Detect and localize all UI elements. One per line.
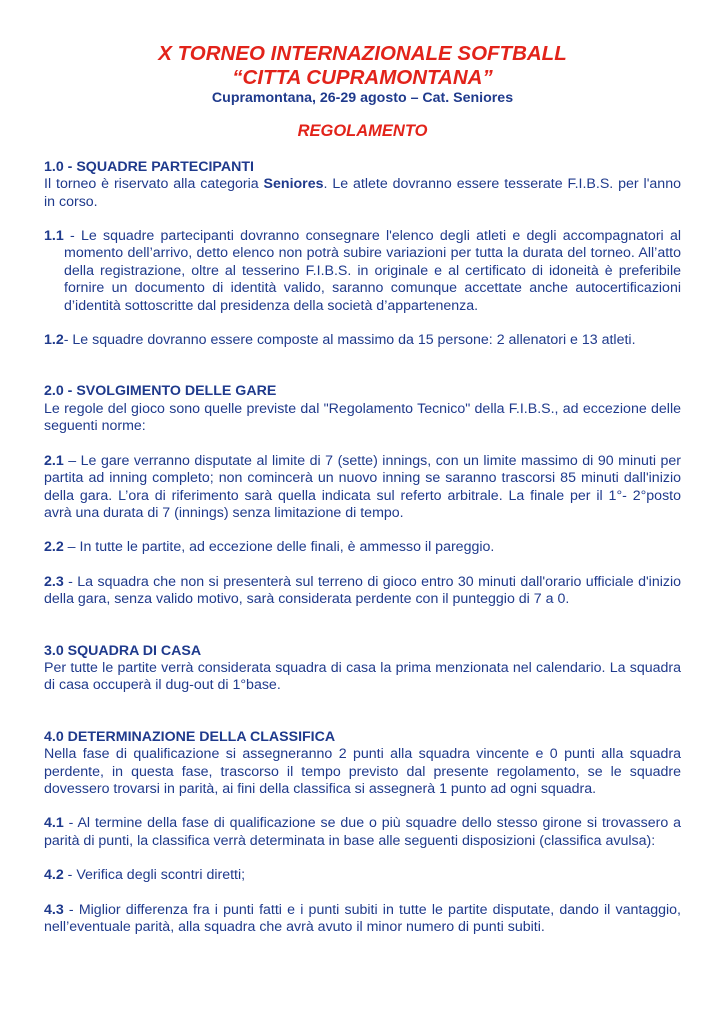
item-4-3 [44, 902, 681, 937]
section-4-intro: Nella fase di qualificazione si assegneranno 2 punti alla squadra vincente e 0 punti alla squadra perdente, in questa fase, trascorso il tempo previsto dal presente regolamento, se le squadre dovessero trovarsi in parità, ai fini della classifica si assegnerà 1 punto ad ogni squadra. [44, 746, 681, 797]
item-4-2 [44, 867, 681, 884]
section-2-intro: Le regole del gioco sono quelle previste dal "Regolamento Tecnico" della F.I.B.S., ad eccezione delle seguenti norme: [44, 400, 681, 435]
item-4-1-text: - Al termine della fase di qualificazione se due o più squadre dello stesso girone si trovassero a parità di punti, la classifica verrà determinata in base alle seguenti disposizioni (classifica avulsa): [44, 815, 681, 849]
section-1-heading: 1.0 - SQUADRE PARTECIPANTI [44, 158, 254, 175]
item-2-2 [44, 539, 681, 556]
section-3-text: Per tutte le partite verrà considerata squadra di casa la prima menzionata nel calendario. La squadra di casa occuperà il dug-out di 1°base. [44, 659, 681, 694]
section-1-intro-text-a: Il torneo è riservato alla categoria [44, 176, 264, 193]
item-2-3 [44, 574, 681, 609]
item-1-1 [44, 228, 681, 315]
item-1-2-text: - Le squadre dovranno essere composte al massimo da 15 persone: 2 allenatori e 13 atleti. [63, 332, 636, 349]
section-2 [44, 383, 681, 608]
section-3 [44, 643, 681, 695]
item-1-1-number: 1.1 [44, 228, 64, 245]
item-2-2-text: – In tutte le partite, ad eccezione delle finali, è ammesso il pareggio. [63, 539, 495, 556]
section-1-intro-text-b: . Le atlete dovranno essere tesserate F.I.B.S. per l'anno in corso. [44, 176, 681, 210]
item-1-2-number: 1.2 [44, 332, 64, 349]
document-subtitle: Cupramontana, 26-29 agosto – Cat. Seniores [211, 90, 514, 106]
section-3-heading: 3.0 SQUADRA DI CASA [44, 642, 202, 659]
item-1-2 [44, 332, 681, 349]
item-2-1-text: – Le gare verranno disputate al limite di 7 (sette) innings, con un limite massimo di 90 minuti per partita ad inning completo; non comincerà un nuovo inning se saranno trascorsi 85 minuti dall'inizio della gara. L’ora di riferimento sarà quella indicata sul referto arbitrale. La finale per il 1°- 2°posto avrà una durata di 7 (innings) senza limitazione di tempo. [44, 452, 681, 521]
title-line-2: “CITTA CUPRAMONTANA” [232, 66, 493, 89]
item-4-1 [44, 815, 681, 850]
item-4-3-text: - Miglior differenza fra i punti fatti e i punti subiti in tutte le partite disputate, dando il vantaggio, nell’eventuale parità, alla squadra che avrà avuto il minor numero di punti subiti. [44, 901, 681, 935]
item-2-3-text: - La squadra che non si presenterà sul terreno di gioco entro 30 minuti dall'orario ufficiale d'inizio della gara, senza valido motivo, sarà considerata perdente con il punteggio di 7 a 0. [44, 573, 681, 608]
section-1-intro-bold: Seniores [263, 176, 324, 193]
section-2-heading: 2.0 - SVOLGIMENTO DELLE GARE [44, 383, 277, 400]
section-4-heading: 4.0 DETERMINAZIONE DELLA CLASSIFICA [44, 728, 336, 745]
document-page [44, 42, 681, 936]
section-4 [44, 729, 681, 937]
section-1 [44, 159, 681, 350]
item-4-2-text: - Verifica degli scontri diretti; [63, 867, 246, 884]
title-line-1: X TORNEO INTERNAZIONALE SOFTBALL [158, 42, 567, 65]
section-title: REGOLAMENTO [297, 122, 428, 141]
item-4-3-number: 4.3 [44, 901, 64, 918]
document-title [44, 42, 681, 90]
item-4-2-number: 4.2 [44, 867, 64, 884]
item-4-1-number: 4.1 [44, 815, 64, 832]
section-1-intro [44, 176, 681, 211]
item-2-1 [44, 453, 681, 523]
item-2-1-number: 2.1 [44, 452, 64, 469]
item-2-2-number: 2.2 [44, 539, 64, 556]
item-1-1-text: - Le squadre partecipanti dovranno consegnare l'elenco degli atleti e degli accompagnatori al momento dell’arrivo, detto elenco non potrà subire variazioni per tutta la durata del torneo. All’atto della registrazione, oltre al tesserino F.I.B.S. in originale e al certificato di idoneità è preferibile fornire un documento di identità valido, saranno comunque accettate anche autocertificazioni d’identità sottoscritte dal presidenza della società d’appartenenza. [63, 228, 681, 314]
item-2-3-number: 2.3 [44, 573, 64, 590]
